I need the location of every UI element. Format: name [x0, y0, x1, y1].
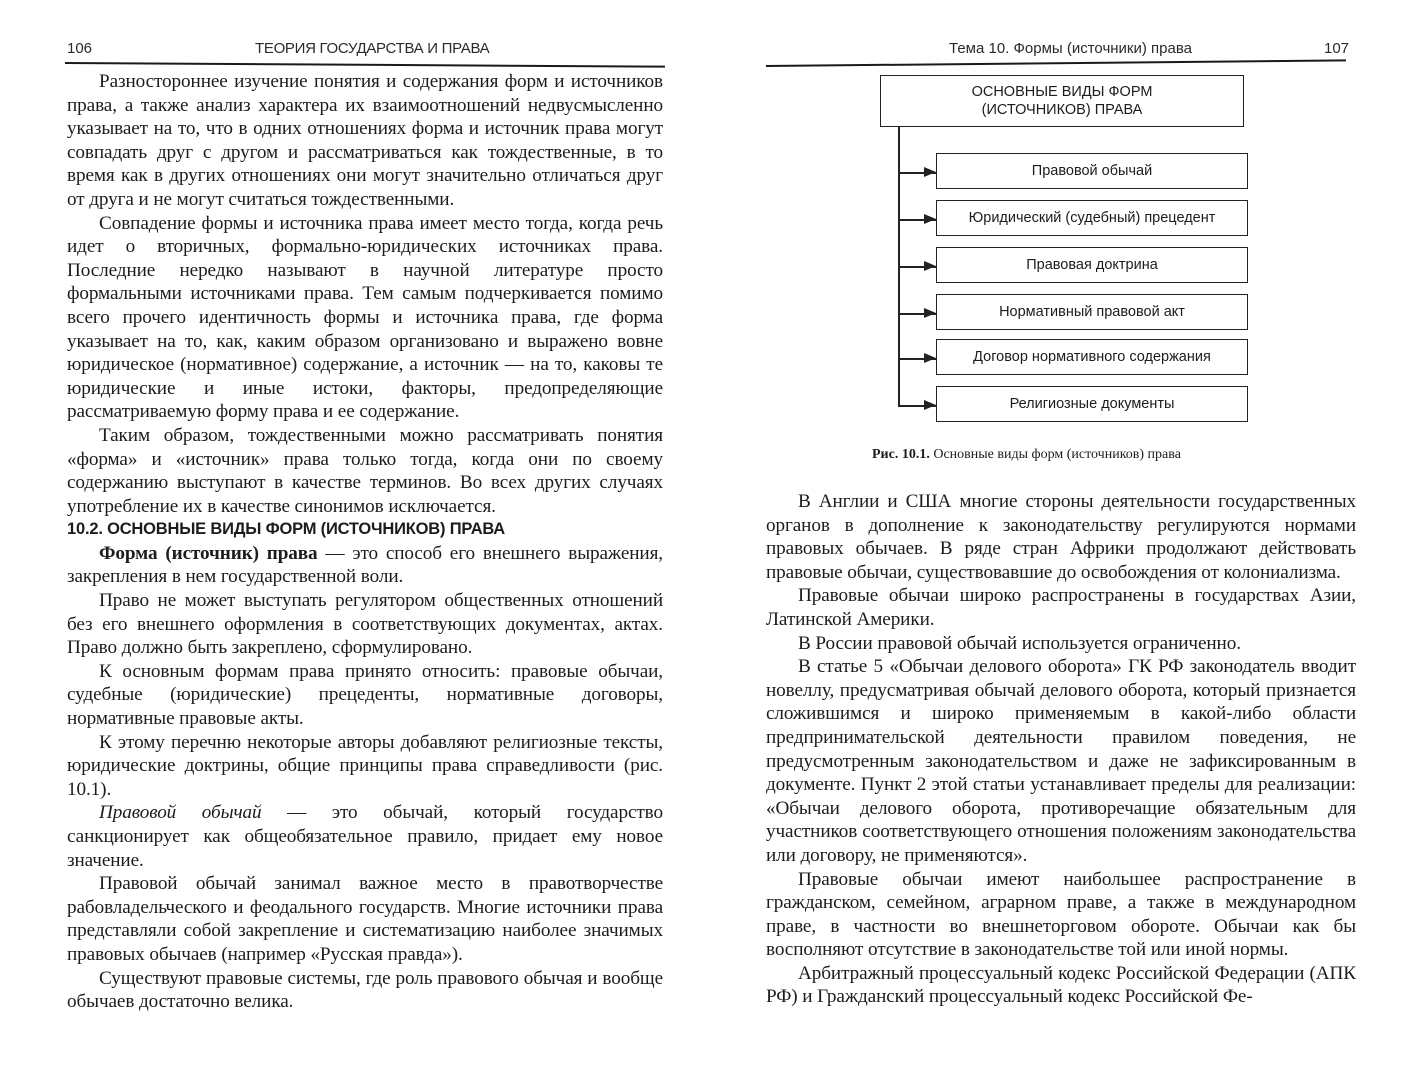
- caption-text: Основные виды форм (источников) права: [929, 447, 1181, 462]
- paragraph: Арбитражный процессуальный кодекс Российской Федерации (АПК РФ) и Гражданский процессуальный кодекс Российской Фе-: [766, 962, 1356, 1008]
- right-page: [712, 0, 1424, 1080]
- defined-term: Форма (источник) права: [99, 542, 318, 564]
- header-rule: [65, 62, 665, 67]
- running-head: ТЕОРИЯ ГОСУДАРСТВА И ПРАВА: [255, 40, 490, 57]
- arrow-icon: [898, 172, 936, 174]
- diagram-title-line: (ИСТОЧНИКОВ) ПРАВА: [981, 102, 1143, 118]
- left-body: [67, 70, 663, 1014]
- diagram-box: Правовой обычай: [936, 153, 1248, 189]
- diagram-box: Договор нормативного содержания: [936, 339, 1248, 375]
- arrow-icon: [898, 358, 936, 360]
- right-body: [766, 490, 1356, 1009]
- diagram-root-box: [880, 75, 1244, 127]
- paragraph: Правовой обычай занимал важное место в правотворчестве рабовладельческого и феодального государств. Многие источники права представляли собой закрепление и систематизацию наиболее значимых правовых обычаев (например «Русская правда»).: [67, 873, 663, 965]
- paragraph: Право не может выступать регулятором общественных отношений без его внешнего оформления в соответствующих документах, актах. Право должно быть закреплено, сформулировано.: [67, 590, 663, 659]
- running-head: Тема 10. Формы (источники) права: [949, 40, 1192, 57]
- forms-diagram: [872, 75, 1262, 420]
- caption-label: Рис. 10.1.: [872, 447, 930, 462]
- definition-paragraph: [67, 801, 663, 872]
- arrow-icon: [898, 313, 936, 315]
- definition-text: — это способ его внешнего выражения, закрепления в нем государственной воли.: [67, 542, 664, 588]
- paragraph: Правовые обычаи имеют наибольшее распространение в гражданском, семейном, аграрном праве, а также в международном праве, в частности во внешнеторговом обороте. Обычаи как бы восполняют отсутствие в законодательстве той или иной нормы.: [766, 868, 1356, 961]
- figure-caption: [872, 447, 1272, 463]
- definition-text: — это обычай, который государство санкционирует как общеобязательное правило, придает ему новое значение.: [67, 802, 663, 871]
- section-heading: 10.2. ОСНОВНЫЕ ВИДЫ ФОРМ (ИСТОЧНИКОВ) ПРАВА: [67, 520, 506, 539]
- paragraph: В статье 5 «Обычаи делового оборота» ГК РФ законодатель вводит новеллу, предусматривая обычай делового оборота, который признается сложившимся и широко применяемым в какой-либо области предпринимательской деятельности правилом поведения, не предусмотренным законодательством и даже не зафиксированным в документе. Пункт 2 этой статьи устанавливает пределы для реализации: «Обычаи делового оборота, противоречащие обязательным для участников соответствующего отношения положениям законодательства или договору, не применяются».: [766, 656, 1356, 866]
- header-rule: [766, 59, 1346, 66]
- diagram-box: Юридический (судебный) прецедент: [936, 200, 1248, 236]
- page-number: 106: [67, 40, 93, 57]
- defined-term: Правовой обычай: [99, 802, 262, 824]
- diagram-box: Религиозные документы: [936, 386, 1248, 422]
- arrow-icon: [898, 219, 936, 221]
- paragraph: Совпадение формы и источника права имеет место тогда, когда речь идет о вторичных, формально-юридических источниках права. Последние нередко называют в научной литературе просто формальными источниками права. Тем самым подчеркивается помимо всего прочего идентичность формы и источника права, где форма указывает на то, как, каким образом организовано и выражено вовне юридическое (нормативное) содержание, а источник — на то, каковы те юридические и иные истоки, факторы, предопределяющие рассматриваемую форму права и ее содержание.: [67, 212, 663, 423]
- paragraph: Правовые обычаи широко распространены в государствах Азии, Латинской Америки.: [766, 585, 1356, 630]
- definition-paragraph: [67, 542, 663, 589]
- diagram-title-line: ОСНОВНЫЕ ВИДЫ ФОРМ: [971, 84, 1153, 100]
- paragraph: Разностороннее изучение понятия и содержания форм и источников права, а также анализ характера их взаимоотношений недвусмысленно указывает на то, что в одних отношениях форма и источник права могут совпадать друг с другом и рассматриваться как тождественные, в то время как в других отношениях они могут значительно отличаться друг от друга и не могут считаться тождественными.: [67, 71, 663, 210]
- paragraph: К основным формам права принято относить: правовые обычаи, судебные (юридические) прецеденты, нормативные договоры, нормативные правовые акты.: [67, 660, 663, 730]
- page-number: 107: [1324, 40, 1350, 57]
- paragraph: В России правовой обычай используется ограниченно.: [798, 632, 1241, 654]
- arrow-icon: [898, 266, 936, 268]
- paragraph: В Англии и США многие стороны деятельности государственных органов в дополнение к законодательству регулируются нормами правовых обычаев. В ряде стран Африки продолжают действовать правовые обычаи, существовавшие до освобождения от колониализма.: [766, 491, 1356, 583]
- paragraph: К этому перечню некоторые авторы добавляют религиозные тексты, юридические доктрины, общие принципы права справедливости (рис. 10.1).: [67, 731, 663, 800]
- paragraph: Таким образом, тождественными можно рассматривать понятия «форма» и «источник» права только тогда, когда они по своему содержанию выступают в качестве терминов. Во всех других случаях употребление их в качестве синонимов исключается.: [67, 424, 663, 517]
- paragraph: Существуют правовые системы, где роль правового обычая и вообще обычаев достаточно велика.: [67, 967, 663, 1013]
- diagram-box: Нормативный правовой акт: [936, 294, 1248, 330]
- diagram-box: Правовая доктрина: [936, 247, 1248, 283]
- arrow-icon: [898, 405, 936, 407]
